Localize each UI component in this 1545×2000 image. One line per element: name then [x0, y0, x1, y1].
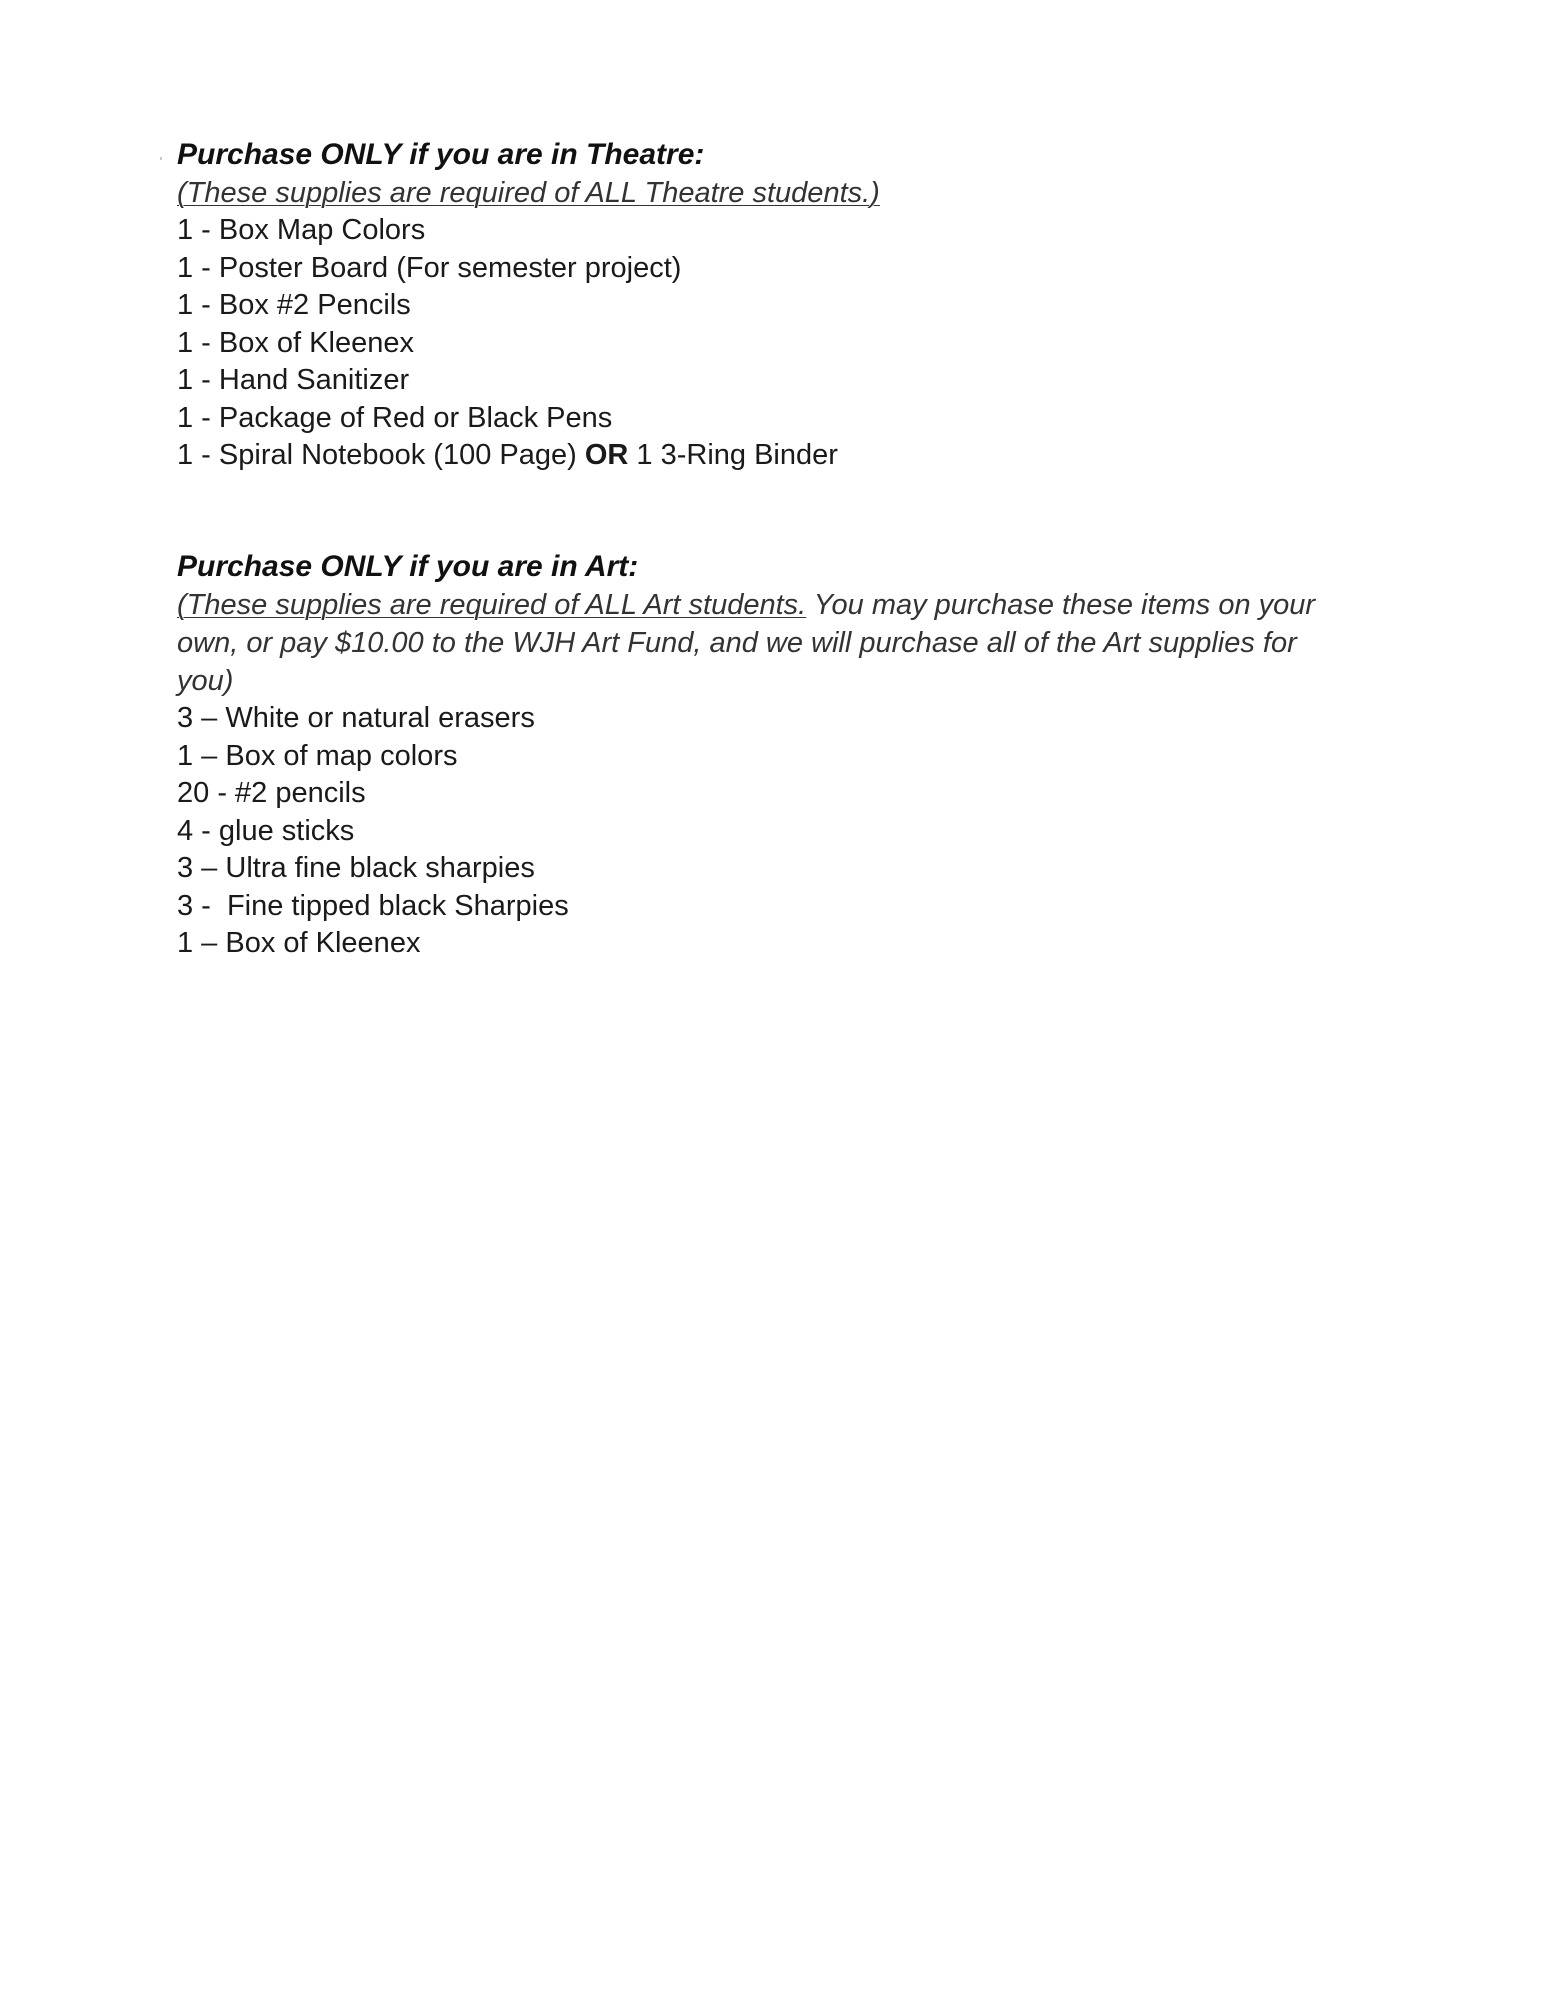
item-text-or: OR [584, 439, 629, 471]
art-note [177, 586, 1327, 700]
theatre-section [177, 136, 1327, 475]
list-item: 1 - Poster Board (For semester project) [177, 251, 682, 284]
list-item: 1 - Box of Kleenex [177, 326, 414, 359]
list-item: 1 - Box Map Colors [177, 214, 426, 246]
list-item: 1 - Hand Sanitizer [177, 364, 410, 396]
scan-speck [160, 157, 162, 160]
list-item: 3 - Fine tipped black Sharpies [177, 889, 569, 922]
theatre-note-text: (These supplies are required of ALL Theatre students.) [177, 177, 880, 209]
list-item: 4 - glue sticks [177, 814, 355, 847]
list-item: 1 – Box of Kleenex [177, 927, 421, 959]
list-item: 1 - Box #2 Pencils [177, 289, 411, 321]
theatre-heading: Purchase ONLY if you are in Theatre: [177, 138, 705, 171]
item-text-after: 1 3-Ring Binder [628, 439, 838, 471]
art-section [177, 548, 1327, 963]
theatre-supply-list [177, 212, 1327, 475]
art-heading: Purchase ONLY if you are in Art: [177, 550, 639, 583]
art-supply-list [177, 700, 1327, 963]
item-text-before: 1 - Spiral Notebook (100 Page) [177, 439, 585, 471]
art-note-rest: You may purchase these items on your own, or pay $10.00 to the WJH Art Fund, and we will purchase all of the Art supplies for you) [177, 589, 1316, 697]
list-item: 1 – Box of map colors [177, 739, 458, 772]
list-item: 3 – White or natural erasers [177, 702, 535, 734]
art-note-underlined: (These supplies are required of ALL Art students. [177, 589, 807, 621]
list-item: 20 - #2 pencils [177, 777, 366, 809]
list-item: 1 - Package of Red or Black Pens [177, 401, 613, 434]
list-item-notebook-or-binder [177, 437, 1327, 475]
theatre-note [177, 174, 1327, 212]
list-item: 3 – Ultra fine black sharpies [177, 852, 535, 884]
